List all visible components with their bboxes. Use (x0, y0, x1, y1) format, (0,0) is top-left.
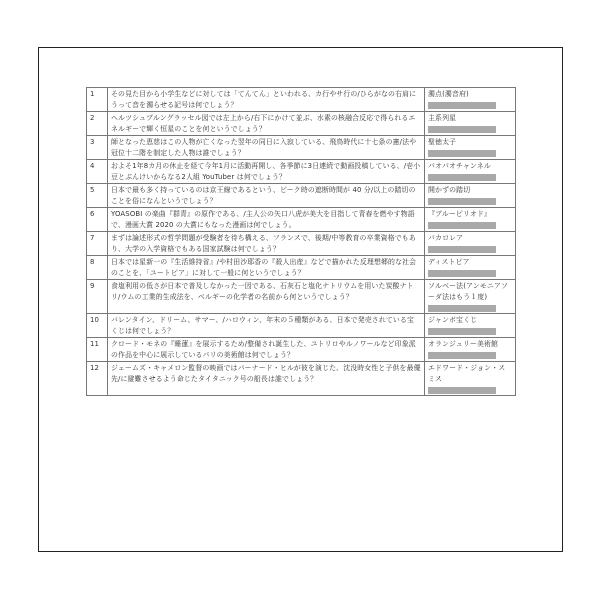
question-text: 日本で最も多く持っているのは京王線であるという、ピーク時の遮断時間が 40 分/以上の踏切のことを俗になんというでしょう？ (108, 184, 425, 208)
table-row (87, 136, 516, 160)
table-row (87, 256, 516, 280)
question-number: 8 (87, 256, 108, 280)
answer-cell (425, 338, 516, 362)
question-number: 5 (87, 184, 108, 208)
quiz-sheet (86, 87, 516, 515)
question-text: バレンタイン、ドリーム、サマー、/ハロウィン、年末の５種類がある、日本で発売されている宝くじは何でしょう？ (108, 314, 425, 338)
question-number: 4 (87, 160, 108, 184)
table-row (87, 88, 516, 112)
redaction-bar (428, 305, 496, 312)
table-row (87, 208, 516, 232)
answer-text: 主系列星 (428, 114, 457, 122)
redaction-bar (428, 174, 496, 181)
question-text: クロード・モネの『睡蓮』を展示するため/整備され誕生した、ユトリロやルノワールなど印象派の作品を中心に展示しているパリの美術館は何でしょう？ (108, 338, 425, 362)
question-number: 10 (87, 314, 108, 338)
answer-text: 濁点(濁音府) (428, 90, 469, 98)
redaction-bar (428, 270, 496, 277)
answer-cell (425, 232, 516, 256)
answer-cell (425, 184, 516, 208)
answer-cell (425, 280, 516, 314)
redaction-bar (428, 328, 496, 335)
answer-text: ソルベー法(アンモニアソーダ法はもう１度) (428, 282, 509, 301)
answer-text: 聖徳太子 (428, 138, 457, 146)
answer-text: バカロレア (428, 234, 464, 242)
answer-text: オランジュリー美術館 (428, 340, 499, 348)
answer-text: パオパオチャンネル (428, 162, 491, 170)
answer-text: エドワード・ジョン・スミス (428, 364, 506, 383)
table-row (87, 314, 516, 338)
answer-cell (425, 136, 516, 160)
redaction-bar (428, 352, 496, 359)
question-number: 6 (87, 208, 108, 232)
question-number: 12 (87, 362, 108, 396)
table-row (87, 112, 516, 136)
question-text: ジェームズ・キャメロン監督の映画ではバーナード・ヒルが彼を演じた、沈没時女性と子供を最優先/に避難させるよう命じたタイタニック号の船長は誰でしょう？ (108, 362, 425, 396)
table-row (87, 338, 516, 362)
table-row (87, 280, 516, 314)
answer-cell (425, 314, 516, 338)
question-number: 11 (87, 338, 108, 362)
question-number: 9 (87, 280, 108, 314)
table-row (87, 184, 516, 208)
question-text: 日本では星新一の『生活維持省』/や村田沙耶香の『殺人出産』などで描かれた反理想郷的な社会のことを、「ユートピア」に対して一般に何というでしょう？ (108, 256, 425, 280)
answer-cell (425, 160, 516, 184)
redaction-bar (428, 102, 496, 109)
answer-text: ジャンボ宝くじ (428, 316, 478, 324)
redaction-bar (428, 198, 496, 205)
question-text: その見た目から小学生などに対しては「てんてん」といわれる、カ行やサ行の/ひらがなの右肩にうって音を濁らせる記号は何でしょう？ (108, 88, 425, 112)
redaction-bar (428, 387, 496, 394)
quiz-table (86, 87, 516, 396)
redaction-bar (428, 126, 496, 133)
table-row (87, 362, 516, 396)
table-row (87, 160, 516, 184)
table-row (87, 232, 516, 256)
quiz-table-body (87, 88, 516, 396)
answer-cell (425, 88, 516, 112)
answer-cell (425, 112, 516, 136)
question-number: 1 (87, 88, 108, 112)
redaction-bar (428, 222, 496, 229)
question-text: 食塩利用の低さが日本で普及しなかった一因である、石灰石と塩化ナトリウムを用いた炭酸ナトリ/ウムの工業的生成法を、ベルギーの化学者の名前から何というでしょう？ (108, 280, 425, 314)
redaction-bar (428, 246, 496, 253)
question-text: まずは論述形式の哲学問題が受験者を待ち構える、フランスで、後期/中等教育の卒業資格でもあり、大学の入学資格でもある国家試験は何でしょう？ (108, 232, 425, 256)
answer-text: 『ブルーピリオド』 (428, 210, 492, 218)
answer-text: 開かずの踏切 (428, 186, 471, 194)
answer-text: ディストピア (428, 258, 470, 266)
question-text: およそ1年8カ月の休止を経て今年1月に活動再開し、各季節に3日連続で動画投稿している、/壱小豆とぶんけいからなる2人組 YouTuber は何でしょう？ (108, 160, 425, 184)
answer-cell (425, 256, 516, 280)
question-number: 3 (87, 136, 108, 160)
answer-cell (425, 362, 516, 396)
answer-cell (425, 208, 516, 232)
question-number: 7 (87, 232, 108, 256)
question-number: 2 (87, 112, 108, 136)
redaction-bar (428, 150, 496, 157)
question-text: ヘルツシュプルングラッセル図では左上から/右下にかけて並ぶ、水素の核融合反応で得られるエネルギーで輝く恒星のことを何というでしょう？ (108, 112, 425, 136)
question-text: YOASOBI の楽曲『群青』の原作である、/主人公の矢口八虎が美大を目指して青春を燃やす物語で、漫画大賞 2020 の大賞にもなった漫画は何でしょう。 (108, 208, 425, 232)
question-text: 師となった恵慈はこの人物が亡くなった翌年の同日に入寂している、飛鳥時代に十七条の憲/法や冠位十二階を制定した人物は誰でしょう？ (108, 136, 425, 160)
